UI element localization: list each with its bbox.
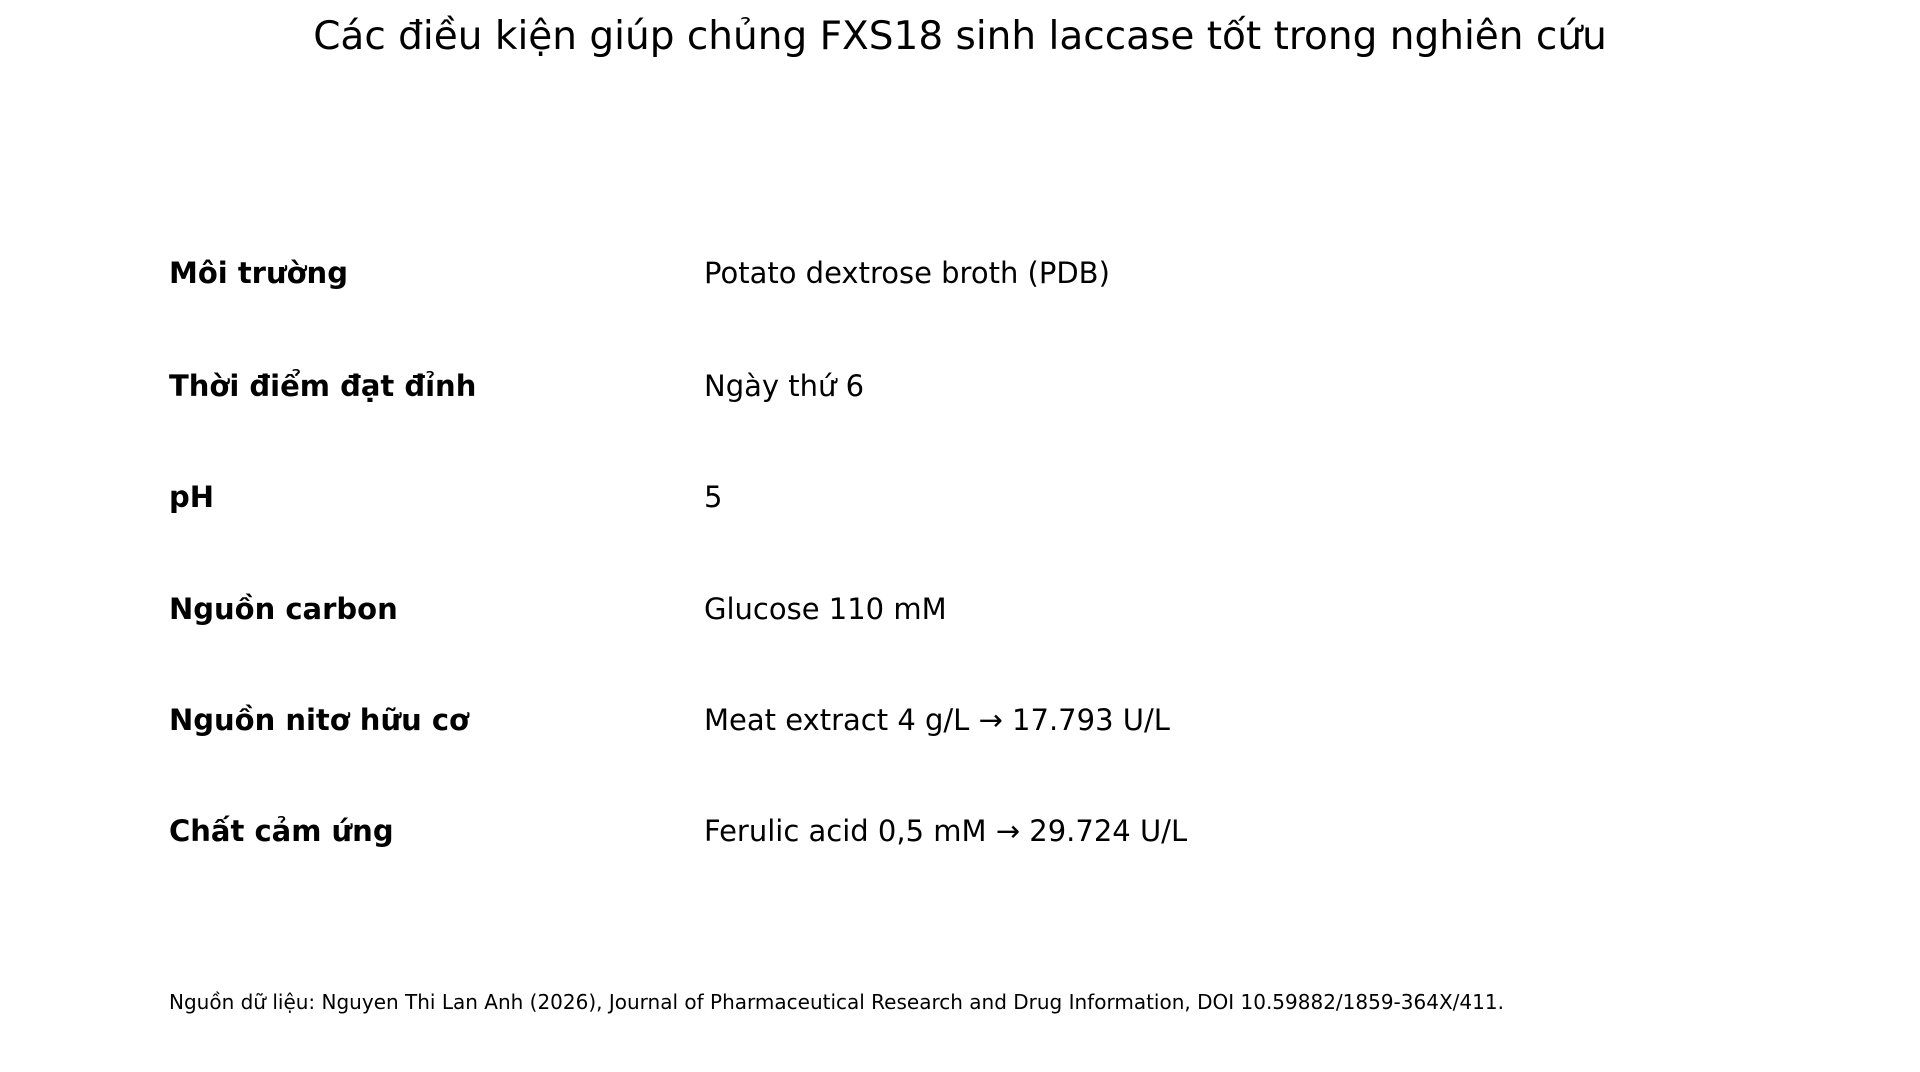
row-value: Ngày thứ 6	[704, 369, 865, 403]
table-row	[169, 806, 1769, 856]
table-row	[169, 361, 1769, 411]
page-title: Các điều kiện giúp chủng FXS18 sinh laccase tốt trong nghiên cứu	[313, 14, 1607, 59]
row-label: Chất cảm ứng	[169, 814, 394, 848]
table-row	[169, 695, 1769, 745]
row-label: Môi trường	[169, 256, 348, 290]
source-note: Nguồn dữ liệu: Nguyen Thi Lan Anh (2026), Journal of Pharmaceutical Research and Drug Information, DOI 10.59882/1859-364X/411.	[169, 990, 1504, 1014]
row-label: Nguồn carbon	[169, 592, 398, 626]
row-value: Glucose 110 mM	[704, 592, 947, 626]
row-value: Ferulic acid 0,5 mM → 29.724 U/L	[704, 814, 1188, 848]
table-row	[169, 472, 1769, 522]
row-label: pH	[169, 480, 215, 514]
row-value: Potato dextrose broth (PDB)	[704, 256, 1110, 290]
row-label: Thời điểm đạt đỉnh	[169, 369, 477, 403]
table-row	[169, 584, 1769, 634]
row-value: Meat extract 4 g/L → 17.793 U/L	[704, 703, 1170, 737]
row-value: 5	[704, 480, 723, 514]
table-row	[169, 248, 1769, 298]
row-label: Nguồn nitơ hữu cơ	[169, 703, 469, 737]
